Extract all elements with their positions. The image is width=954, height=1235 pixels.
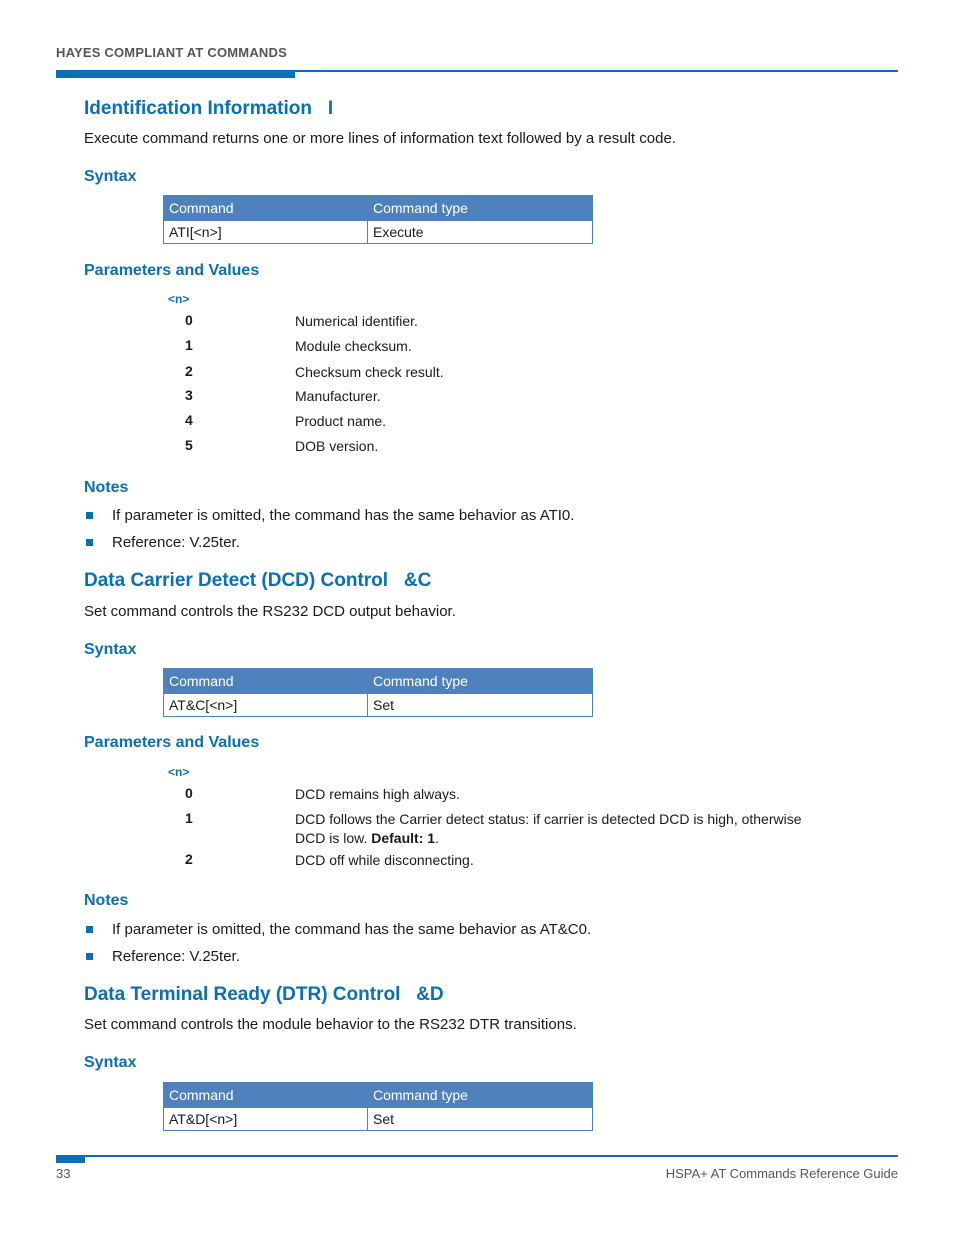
- syntax-heading: Syntax: [84, 1054, 137, 1071]
- running-header: HAYES COMPLIANT AT COMMANDS: [56, 45, 287, 60]
- footer-accent-block: [56, 1155, 85, 1163]
- param-key: 1: [185, 810, 193, 826]
- param-key: 2: [185, 363, 193, 379]
- notes-heading: Notes: [84, 479, 129, 496]
- bullet-square-icon: [86, 539, 93, 546]
- syntax-table: [163, 1082, 593, 1131]
- note-text: Reference: V.25ter.: [112, 534, 240, 551]
- syntax-table: [163, 668, 593, 717]
- footer-rule: [56, 1155, 898, 1157]
- note-text: If parameter is omitted, the command has the same behavior as ATI0.: [112, 507, 575, 524]
- syntax-table: [163, 195, 593, 244]
- table-cell-command: AT&D[<n>]: [164, 1108, 368, 1131]
- table-header-row: [164, 196, 593, 221]
- param-value: DCD remains high always.: [295, 786, 460, 802]
- table-header-row: [164, 1083, 593, 1108]
- param-key: 4: [185, 412, 193, 428]
- table-row: [164, 221, 593, 244]
- parameter-name: <n>: [168, 292, 190, 306]
- header-accent-block: [56, 70, 295, 78]
- table-header-row: [164, 669, 593, 694]
- note-text: Reference: V.25ter.: [112, 948, 240, 965]
- parameters-heading: Parameters and Values: [84, 734, 260, 751]
- bullet-square-icon: [86, 926, 93, 933]
- page-number: 33: [56, 1166, 71, 1181]
- table-cell-type: Set: [368, 694, 593, 717]
- param-value: Checksum check result.: [295, 364, 444, 380]
- syntax-heading: Syntax: [84, 641, 137, 658]
- param-value: Manufacturer.: [295, 388, 381, 404]
- param-value: [295, 810, 825, 848]
- param-key: 3: [185, 387, 193, 403]
- table-header-cell: Command: [164, 1083, 368, 1108]
- bullet-square-icon: [86, 953, 93, 960]
- table-cell-type: Execute: [368, 221, 593, 244]
- section-description: Execute command returns one or more lines of information text followed by a result code.: [84, 130, 676, 147]
- section-description: Set command controls the RS232 DCD output behavior.: [84, 603, 456, 620]
- table-header-cell: Command: [164, 196, 368, 221]
- table-header-cell: Command type: [368, 669, 593, 694]
- param-key: 5: [185, 437, 193, 453]
- table-cell-command: AT&C[<n>]: [164, 694, 368, 717]
- param-key: 2: [185, 851, 193, 867]
- section-title-dcd: Data Carrier Detect (DCD) Control &C: [84, 570, 432, 591]
- section-title-dtr: Data Terminal Ready (DTR) Control &D: [84, 984, 444, 1005]
- param-value: Module checksum.: [295, 338, 412, 354]
- table-header-cell: Command: [164, 669, 368, 694]
- param-value: Numerical identifier.: [295, 313, 418, 329]
- table-row: [164, 1108, 593, 1131]
- table-header-cell: Command type: [368, 196, 593, 221]
- section-title-identification: Identification Information I: [84, 98, 334, 119]
- default-suffix: .: [435, 830, 439, 846]
- table-cell-type: Set: [368, 1108, 593, 1131]
- table-header-cell: Command type: [368, 1083, 593, 1108]
- default-label: Default: 1: [371, 830, 436, 846]
- note-text: If parameter is omitted, the command has the same behavior as AT&C0.: [112, 921, 592, 938]
- param-key: 0: [185, 312, 193, 328]
- notes-heading: Notes: [84, 892, 129, 909]
- parameter-name: <n>: [168, 765, 190, 779]
- section-description: Set command controls the module behavior to the RS232 DTR transitions.: [84, 1016, 577, 1033]
- param-value-text: DCD follows the Carrier detect status: if carrier is detected DCD is high, otherwise DCD is low.: [295, 811, 802, 846]
- bullet-square-icon: [86, 512, 93, 519]
- param-value: DOB version.: [295, 438, 379, 454]
- param-value: Product name.: [295, 413, 387, 429]
- parameters-heading: Parameters and Values: [84, 262, 260, 279]
- param-key: 0: [185, 785, 193, 801]
- syntax-heading: Syntax: [84, 168, 137, 185]
- table-row: [164, 694, 593, 717]
- guide-title: HSPA+ AT Commands Reference Guide: [665, 1166, 898, 1181]
- param-key: 1: [185, 337, 193, 353]
- param-value: DCD off while disconnecting.: [295, 852, 474, 868]
- table-cell-command: ATI[<n>]: [164, 221, 368, 244]
